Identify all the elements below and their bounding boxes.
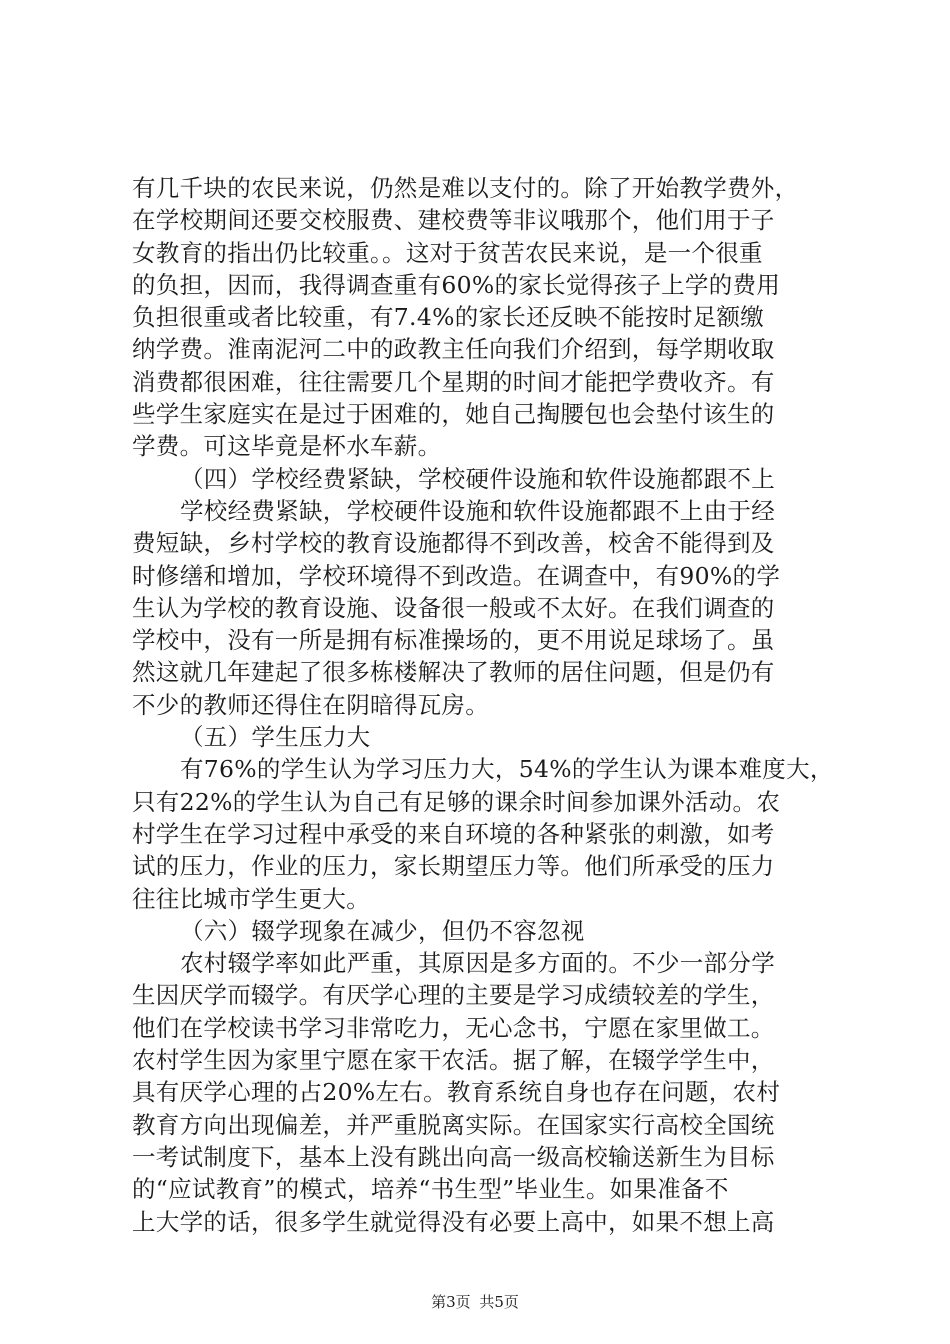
text-line: 学费。可这毕竟是杯水车薪。 bbox=[132, 432, 442, 461]
text-line: 生认为学校的教育设施、设备很一般或不太好。在我们调查的 bbox=[132, 593, 775, 622]
text-line: 有几千块的农民来说，仍然是难以支付的。除了开始教学费外， bbox=[132, 174, 799, 202]
section-heading-6: （六）辍学现象在减少，但仍不容忽视 bbox=[180, 916, 585, 945]
text-line: 一考试制度下，基本上没有跳出向高一级高校输送新生为目标 bbox=[132, 1142, 775, 1171]
text-line: 女教育的指出仍比较重。。这对于贫苦农民来说，是一个很重 bbox=[132, 238, 763, 267]
paragraph-start: 农村辍学率如此严重，其原因是多方面的。不少一部分学 bbox=[180, 949, 775, 978]
text-line: 消费都很困难，往往需要几个星期的时间才能把学费收齐。有 bbox=[132, 367, 775, 396]
text-line: 负担很重或者比较重，有7.4%的家长还反映不能按时足额缴 bbox=[132, 303, 765, 332]
text-line: 他们在学校读书学习非常吃力，无心念书，宁愿在家里做工。 bbox=[132, 1013, 775, 1042]
text-line: 学校中，没有一所是拥有标准操场的，更不用说足球场了。虽 bbox=[132, 626, 775, 655]
text-line: 往往比城市学生更大。 bbox=[132, 884, 370, 913]
text-line: 生因厌学而辍学。有厌学心理的主要是学习成绩较差的学生， bbox=[132, 981, 775, 1010]
page-number: 第3页 bbox=[431, 1293, 471, 1311]
paragraph-start: 有76%的学生认为学习压力大，54%的学生认为课本难度大， bbox=[180, 755, 834, 784]
text-line: 具有厌学心理的占20%左右。教育系统自身也存在问题，农村 bbox=[132, 1078, 781, 1107]
text-line: 些学生家庭实在是过于困难的，她自己掏腰包也会垫付该生的 bbox=[132, 400, 775, 429]
page-footer bbox=[0, 1291, 950, 1312]
text-line: 然这就几年建起了很多栋楼解决了教师的居住问题，但是仍有 bbox=[132, 658, 775, 687]
text-line: 上大学的话，很多学生就觉得没有必要上高中，如果不想上高 bbox=[132, 1207, 775, 1236]
text-line: 纳学费。淮南泥河二中的政教主任向我们介绍到，每学期收取 bbox=[132, 335, 775, 364]
text-line: 村学生在学习过程中承受的来自环境的各种紧张的刺激，如考 bbox=[132, 819, 775, 848]
page-total: 共5页 bbox=[479, 1293, 519, 1311]
text-line: 时修缮和增加，学校环境得不到改造。在调查中，有90%的学 bbox=[132, 561, 781, 590]
text-line: 试的压力，作业的压力，家长期望压力等。他们所承受的压力 bbox=[132, 852, 775, 881]
document-body bbox=[132, 172, 832, 1238]
text-line: 的负担，因而，我得调查重有60%的家长觉得孩子上学的费用 bbox=[132, 270, 781, 299]
section-heading-5: （五）学生压力大 bbox=[180, 723, 371, 752]
text-line: 在学校期间还要交校服费、建校费等非议哦那个，他们用于子 bbox=[132, 206, 775, 235]
text-line: 费短缺，乡村学校的教育设施都得不到改善，校舍不能得到及 bbox=[132, 529, 775, 558]
paragraph-start: 学校经费紧缺，学校硬件设施和软件设施都跟不上由于经 bbox=[180, 496, 775, 525]
text-line: 的“应试教育”的模式，培养“书生型”毕业生。如果准备不 bbox=[132, 1175, 729, 1204]
text-line: 不少的教师还得住在阴暗得瓦房。 bbox=[132, 690, 489, 719]
text-line: 只有22%的学生认为自己有足够的课余时间参加课外活动。农 bbox=[132, 787, 781, 816]
text-line: 教育方向出现偏差，并严重脱离实际。在国家实行高校全国统 bbox=[132, 1110, 775, 1139]
text-line: 农村学生因为家里宁愿在家干农活。据了解，在辍学学生中， bbox=[132, 1046, 775, 1075]
section-heading-4: （四）学校经费紧缺，学校硬件设施和软件设施都跟不上 bbox=[180, 464, 775, 493]
